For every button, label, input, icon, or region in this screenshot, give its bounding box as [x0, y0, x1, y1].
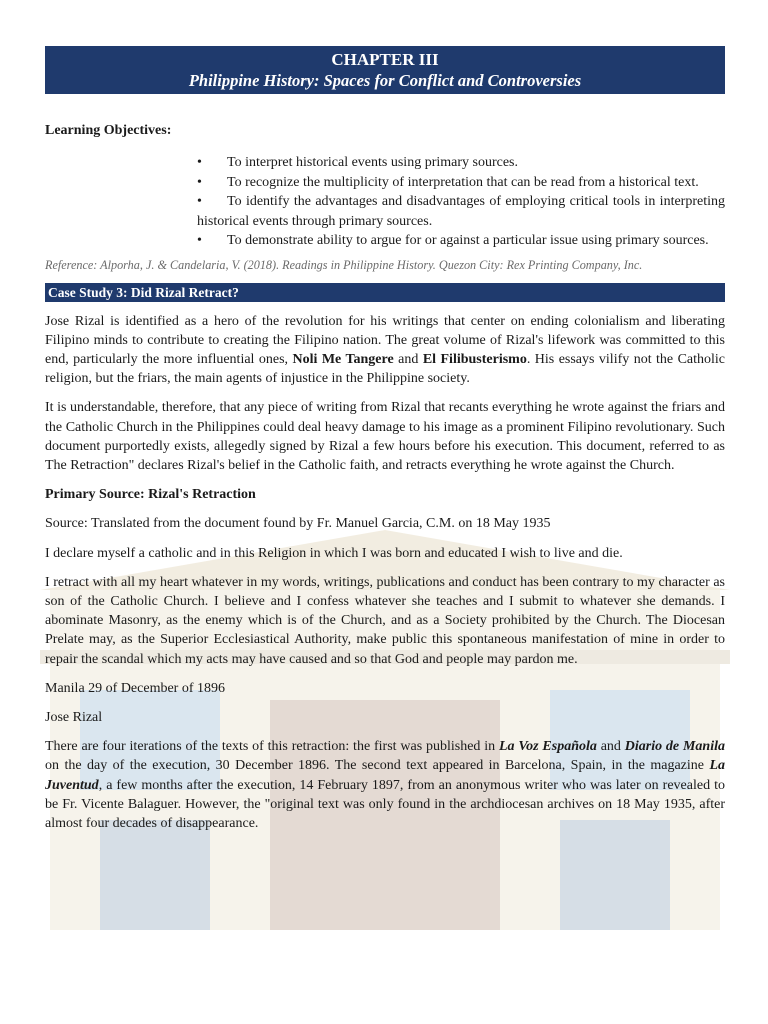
declaration-paragraph: I declare myself a catholic and in this Religion in which I was born and educated I wish to live and die. [45, 545, 623, 561]
retraction-context-paragraph: It is understandable, therefore, that any piece of writing from Rizal that recants everything he wrote against the friars and the Catholic Church in the Philippines could deal heavy damage to his image as a prominent Filipino revolutionary. Such document purportedly exists, allegedly signed by Rizal a few hours before his execution. This document, referred to as The Retraction" declares Rizal's belief in the Catholic faith, and retracts everything he wrote against the Church. [45, 400, 725, 473]
text-run: and [596, 739, 625, 755]
diario-title: Diario de Manila [624, 739, 725, 755]
chapter-banner [45, 46, 725, 94]
la-voz-title: La Voz Española [498, 739, 597, 755]
learning-objectives-heading: Learning Objectives: [45, 123, 172, 138]
reference-citation: Reference: Alporha, J. & Candelaria, V. (2018). Readings in Philippine History. Quezon City: Rex Printing Company, Inc. [45, 257, 643, 272]
objective-item: • To recognize the multiplicity of interpretation that can be read from a historical text. [197, 173, 725, 193]
retraction-paragraph: I retract with all my heart whatever in my words, writings, publications and conduct has been contrary to my character as son of the Catholic Church. I believe and I confess whatever she teaches and I submit to whatever she demands. I abominate Masonry, as the enemy which is of the Church, and as a Society prohibited by the Church. The Diocesan Prelate may, as the Superior Ecclesiastical Authority, make public this spontaneous manifestation of mine in order to repair the scandal which my acts may have caused and so that God and people may pardon me. [45, 574, 725, 667]
source-line: Source: Translated from the document found by Fr. Manuel Garcia, C.M. on 18 May 1935 [45, 516, 551, 532]
chapter-title: CHAPTER III [331, 50, 439, 69]
case-study-title: Case Study 3: Did Rizal Retract? [45, 283, 725, 302]
retraction-signature: Jose Rizal [45, 709, 103, 725]
fili-title: El Filibusterismo [422, 351, 527, 367]
text-run: There are four iterations of the texts of this retraction: the first was published in [45, 739, 499, 755]
document-page [45, 46, 725, 833]
objective-item: • To identify the advantages and disadvantages of employing critical tools in interpreting historical events through primary sources. [197, 192, 725, 231]
text-run: Jose Rizal is identified as a hero of the revolution for his writings that center on ending colonialism and liberating Filipino minds to contribute to creating the Filipino nation. The great volume of Rizal's lifework was committed to this end, particularly the more influential ones, [45, 313, 725, 367]
chapter-subtitle: Philippine History: Spaces for Conflict and Controversies [188, 71, 582, 90]
learning-objectives-list [45, 153, 725, 251]
intro-paragraph [45, 312, 725, 389]
retraction-date: Manila 29 of December of 1896 [45, 680, 225, 696]
iterations-paragraph [45, 737, 725, 833]
objective-item: • To interpret historical events using primary sources. [197, 153, 725, 173]
text-run: on the day of the execution, 30 December 1896. The second text appeared in Barcelona, Spain, in the magazine [45, 758, 710, 774]
objective-item: • To demonstrate ability to argue for or against a particular issue using primary sources. [197, 231, 725, 251]
text-run: , a few months after the execution, 14 February 1897, from an anonymous writer who was later on revealed to be Fr. Vicente Balaguer. However, the "original text was only found in the archdiocesan archives on 18 May 1935, after almost four decades of disappearance. [45, 777, 725, 831]
noli-title: Noli Me Tangere [292, 351, 394, 367]
primary-source-heading: Primary Source: Rizal's Retraction [45, 487, 256, 503]
text-run: and [393, 351, 423, 367]
text-run: . His essays vilify not the Catholic religion, but the friars, the main agents of injustice in the Philippine society. [45, 351, 726, 387]
la-juventud-title: La Juventud [45, 758, 725, 793]
